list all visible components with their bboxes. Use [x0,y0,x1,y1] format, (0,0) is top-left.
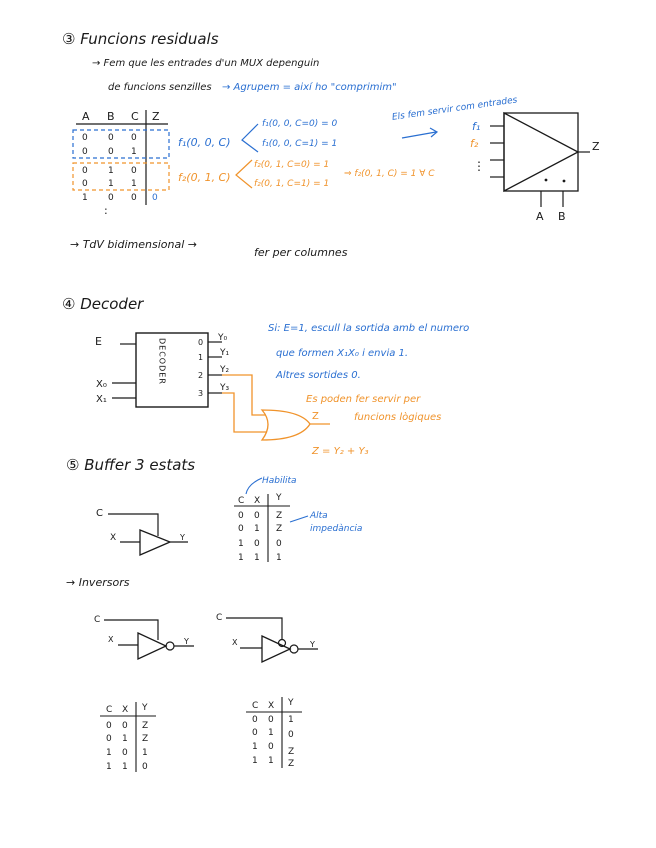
decoder-orange1: Es poden fer servir per [306,394,421,405]
svg-text:1: 1 [288,715,294,725]
section4-title: ④ Decoder [62,295,144,313]
svg-text:Z: Z [142,721,149,731]
svg-text:1: 1 [238,553,244,563]
decoder-orange2: funcions lògiques [354,412,442,423]
svg-text:1: 1 [252,756,258,766]
svg-text:1: 1 [122,734,128,744]
svg-text:0: 0 [82,179,88,189]
svg-text:1: 1 [106,748,112,758]
table-row [82,147,137,157]
decoder-note2: que formen X₁X₀ i envia 1. [276,348,409,359]
th-z: Z [152,110,160,123]
tdv-line: → TdV bidimensional → [70,238,197,251]
decoder-port: 1 [198,353,204,362]
decoder-out-y3: Y₃ [220,383,230,393]
svg-text:X: X [232,638,238,647]
svg-text:1: 1 [108,166,114,176]
inverter1-diagram [94,615,194,659]
truth-table [73,110,169,217]
mux-triangle [504,113,578,191]
alta-label2: impedància [310,524,363,534]
alta-label1: Alta [310,511,328,521]
th-a: A [82,110,90,123]
svg-text:C: C [106,705,113,715]
section3-title: ③ Funcions residuals [62,30,219,48]
or-gate-icon [262,410,310,440]
f2-label: f₂(0, 1, C) [178,171,231,184]
decoder-out-y1: Y₁ [220,348,230,358]
svg-text:1: 1 [252,742,258,752]
f2-case1: f₂(0, 1, C=1) = 1 [254,179,330,189]
table-row [106,748,148,758]
svg-text:X: X [122,705,129,715]
svg-text:Y: Y [142,703,148,713]
svg-text:0: 0 [238,524,244,534]
svg-text:0: 0 [131,133,137,143]
s3-line2a: de funcions senzilles [108,82,212,93]
table-row [238,511,282,521]
mux-in-f1: f₁ [472,120,481,133]
table-ellipsis: : [104,204,108,217]
svg-text:0: 0 [238,511,244,521]
svg-text:0: 0 [108,193,114,203]
svg-text:X: X [254,496,261,506]
buffer-triangle-icon [140,530,170,555]
svg-text:0: 0 [122,748,128,758]
table-row [82,133,137,143]
table-row [252,756,294,769]
decoder-out-y0: Y₀ [218,333,228,343]
decoder-port: 2 [198,371,204,380]
decoder-enable: E [95,335,102,348]
svg-text:0: 0 [254,511,260,521]
svg-text:0: 0 [268,715,274,725]
table-row [82,193,158,203]
svg-text:0: 0 [131,166,137,176]
svg-text:Z: Z [276,511,283,521]
table-row [238,553,282,563]
svg-text:0: 0 [82,133,88,143]
svg-text:X: X [268,701,275,711]
mux-in-f2: f₂ [470,137,479,150]
decoder-note1: Si: E=1, escull la sortida amb el numero [268,323,470,334]
svg-text:X: X [108,635,114,644]
svg-text:Z: Z [142,734,149,744]
mux-note: Els fem servir com entrades [391,95,519,123]
decoder-in-x1: X₁ [96,394,107,405]
s3-line2b: → Agrupem = així ho "comprimim" [222,82,397,93]
svg-text:C: C [216,613,223,623]
buffer-x: X [110,533,117,543]
inverter2-table [246,697,302,769]
s3-line1: → Fem que les entrades d'un MUX depenguin [92,58,320,69]
decoder-port: 0 [198,338,204,347]
table-row [252,742,294,757]
svg-text:0: 0 [106,734,112,744]
mux-box [504,113,578,191]
th-c: C [131,110,139,123]
svg-text:1: 1 [108,179,114,189]
svg-text:1: 1 [254,524,260,534]
inverter-triangle-icon [138,633,166,659]
mux-out-z: Z [592,140,600,153]
decoder-note3: Altres sortides 0. [276,370,361,381]
f2-result: ⇒ f₂(0, 1, C) = 1 ∀ C [344,169,435,179]
svg-text:C: C [94,615,101,625]
svg-text:C: C [238,496,245,506]
svg-text:Y: Y [310,640,315,649]
table-row [238,539,282,549]
svg-text:0: 0 [276,539,282,549]
svg-text:0: 0 [108,133,114,143]
svg-text:1: 1 [276,553,282,563]
mux-sel-b: B [558,210,566,223]
or-gate-out: Z [312,411,319,422]
buffer-table [234,493,290,563]
svg-text:0: 0 [252,715,258,725]
table-row [106,721,148,731]
inverter-triangle-icon [262,636,290,662]
inverter2-diagram [216,613,318,662]
svg-text:Z: Z [276,524,283,534]
decoder-port: 3 [198,389,204,398]
svg-text:0: 0 [108,147,114,157]
table-row [82,179,137,189]
svg-text:0: 0 [122,721,128,731]
decoder-label: DECODER [157,338,167,385]
buffer-c: C [96,508,103,519]
svg-text:1: 1 [131,147,137,157]
inverter1-table [100,702,156,772]
svg-text:0: 0 [268,742,274,752]
svg-text:Y: Y [276,493,282,503]
decoder-in-x0: X₀ [96,379,107,390]
svg-text:1: 1 [142,748,148,758]
svg-text:0: 0 [252,728,258,738]
svg-text:Z: Z [288,747,295,757]
svg-text:1: 1 [268,728,274,738]
svg-text:1: 1 [122,762,128,772]
f1-case0: f₁(0, 0, C=0) = 0 [262,119,338,129]
f1-case1: f₁(0, 0, C=1) = 1 [262,139,338,149]
svg-text:Z: Z [288,759,295,769]
tdv-note: fer per columnes [254,246,348,259]
table-row [82,166,137,176]
table-row [252,728,294,740]
table-row [106,734,148,744]
decoder-out-y2: Y₂ [220,365,230,375]
th-b: B [107,110,115,123]
svg-text:0: 0 [82,166,88,176]
buffer-y: Y [180,533,185,542]
habilita-label: Habilita [262,476,297,486]
buffer-diagram [96,508,188,555]
table-row [106,762,148,772]
svg-text:0: 0 [106,721,112,731]
f1-label: f₁(0, 0, C) [178,136,231,149]
svg-text:0: 0 [152,193,158,203]
inversors-title: → Inversors [66,576,130,589]
svg-text:0: 0 [142,762,148,772]
svg-text:1: 1 [106,762,112,772]
mux-diagram [470,113,600,223]
f2-case0: f₂(0, 1, C=0) = 1 [254,160,330,170]
table-row [252,715,294,725]
svg-text:C: C [252,701,259,711]
mux-sel-a: A [536,210,544,223]
svg-text:0: 0 [131,193,137,203]
svg-text:1: 1 [131,179,137,189]
decoder-equation: Z = Y₂ + Y₃ [312,446,369,457]
arrow-icon [402,132,436,138]
section5-title: ⑤ Buffer 3 estats [66,456,196,474]
table-row [238,524,282,534]
svg-text:0: 0 [254,539,260,549]
svg-text:1: 1 [254,553,260,563]
svg-text:1: 1 [268,756,274,766]
svg-text:1: 1 [82,193,88,203]
svg-text:0: 0 [288,730,294,740]
svg-text:0: 0 [82,147,88,157]
svg-text:Y: Y [288,698,294,708]
svg-text:1: 1 [238,539,244,549]
svg-text:Y: Y [184,637,189,646]
mux-dots: ⋮ [473,159,485,173]
